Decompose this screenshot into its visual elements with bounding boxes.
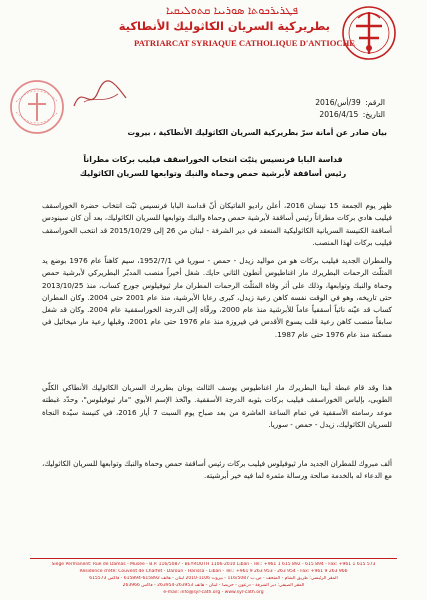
date-label: التاريخ:: [362, 110, 385, 119]
subject-line-2: رئيس أساقفة لأبرشية حمص وحماة والنبك وتوابعها للسريان الكاثوليك: [79, 169, 347, 178]
paragraph-2: [42, 255, 392, 341]
reference-value: 39/أس/2016: [315, 98, 361, 107]
paragraph-1-text: ظهر يوم الجمعة 15 نيسان 2016، أعلن راديو الفاتيكان أنّ قداسة البابا فرنسيس ثبّت انتخاب حضرة الخوراسقف فيليب هادي بركات مطراناً رئيس أساقفة لأبرشية حمص وحماة والنبك وتوابعها للسريان الكاثوليك، بعد أن كان سينودس أساقفة الكنيسة السريانية الكاثوليكية المنعقد في دير الشرفة - لبنان من 26 إلى 2015/10/29 قد انتخب الخوراسقف فيليب بركات لهذا المنصب.: [42, 201, 392, 247]
statement-heading: بيان صادر عن أمانة سرّ بطريركية السريان الكاثوليك الأنطاكية ، بيروت: [127, 128, 387, 137]
footer-line-2: Résidence d'été: Couvent de Charfet - Daroun - Harissa - Liban - Tél.: +961 9 263 953 - 263 954 - Fax: +961 9 263 966: [79, 569, 348, 574]
syriac-title: ܦܛܪܝܪܟܘܬܐ ܣܘܪܝܝܐ ܩܬܘܠܝܩܝܐ: [166, 4, 298, 17]
patriarchate-emblem-icon: [340, 4, 398, 62]
footer-line-1: Siège Permanent: Rue de Damas - Musée - B.P. 116/5087 - BEYROUTH 1106-2010 Liban - Tél.: +961 1 615 892 - 615 894 - Fax: +961 1 615 573: [51, 562, 376, 567]
french-title: PATRIARCAT SYRIAQUE CATHOLIQUE D'ANTIOCHE: [134, 38, 355, 48]
reference-label: الرقم:: [365, 98, 385, 107]
paragraph-3-text: هذا وقد قام غبطة أبينا البطريرك مار اغناطيوس يوسف الثالث يونان بطريرك السريان الكاثوليك الأنطاكي الكلّي الطوبى، بإلباس الخوراسقف فيليب بركات بثوبه الدرجة الأسقفية. واتّخذ الإسم الأبوي "مار ثيوفيلوس"، وحدّد غبطته موعد رسامته الأسقفية في تمام الساعة العاشرة من بعد صباح يوم السبت 7 أيار 2016، في كنيسة سيّدة النجاة للسريان الكاثوليك، زيدل - حمص - سوريا.: [42, 383, 393, 429]
footer-contact: e-mail: info@syr-cath.org - www.syr-cath.org: [163, 590, 264, 595]
footer-divider: [30, 558, 397, 559]
paragraph-1: [42, 200, 392, 249]
paragraph-4-text: ألف مبروك للمطران الجديد مار ثيوفيلوس فيليب بركات رئيس أساقفة حمص وحماة والنبك وتوابعها للسريان الكاثوليك، مع الدعاء له بالخدمة صالحة ورسالة مثمرة لما فيه خير أبرشيته.: [42, 459, 392, 481]
subject-line-1: قداسة البابا فرنسيس يثبّت انتخاب الخوراسقف فيليب بركات مطراناً: [83, 155, 343, 164]
paragraph-2-text: والمطران الجديد فيليب بركات هو من مواليد زيدل - حمص - سوريا في 1952/7/1، سيم كاهناً عام 1976 بوضع يد المثلّث الرحمات البطريرك مار اغناطيوس أنطون الثاني حايك. شغل أخيراً منصب المدبّر البطريركي لأبرشية حمص وحماة والنبك وتوابعها، وذلك على أثر وفاة المثلّث الرحمات المطران مار ثيوفيلوس جورج كساب، منذ 2013/10/25 حتى تاريخه، وهو في الوقت نفسه كاهن رعية زيدل، كبرى رعايا الأبرشية، منذ عام 2001 حتى 2004. وكان المطران كساب قد عيّنه نائباً أسقفياً عاماً للأبرشية منذ عام 2000، ورقّاه إلى الدرجة الخوراسقفية عام 2004. وكان قد شغل سابقاً منصب كاهن رعية قلب يسوع الأقدس في فيروزة منذ عام 1976 حتى عام 2001، وقبلها رعية مار ميخائيل في مسكنة منذ عام 1976 حتى عام 1987.: [42, 256, 392, 339]
date-value: 2016/4/15: [319, 110, 359, 119]
arabic-title: بطريركية السريان الكاثوليك الأنطاكية: [118, 19, 330, 33]
reference-number: [315, 98, 385, 107]
paragraph-3: [42, 382, 392, 431]
handwritten-signature: [70, 76, 130, 116]
footer-line-3: المقر الرئيسي: طريق الشام - المتحف - ص.ب 116/5087 - بيروت 1106-2010 لبنان - هاتف 615892-615894 - فاكس 615573: [89, 576, 338, 581]
paragraph-4: [42, 458, 392, 483]
document-date: [319, 110, 385, 119]
footer-line-4: المقر الصيفي: دير الشرفة - درعون - حريصا - لبنان - هاتف 263953-263954 - فاكس 263966: [122, 583, 305, 588]
